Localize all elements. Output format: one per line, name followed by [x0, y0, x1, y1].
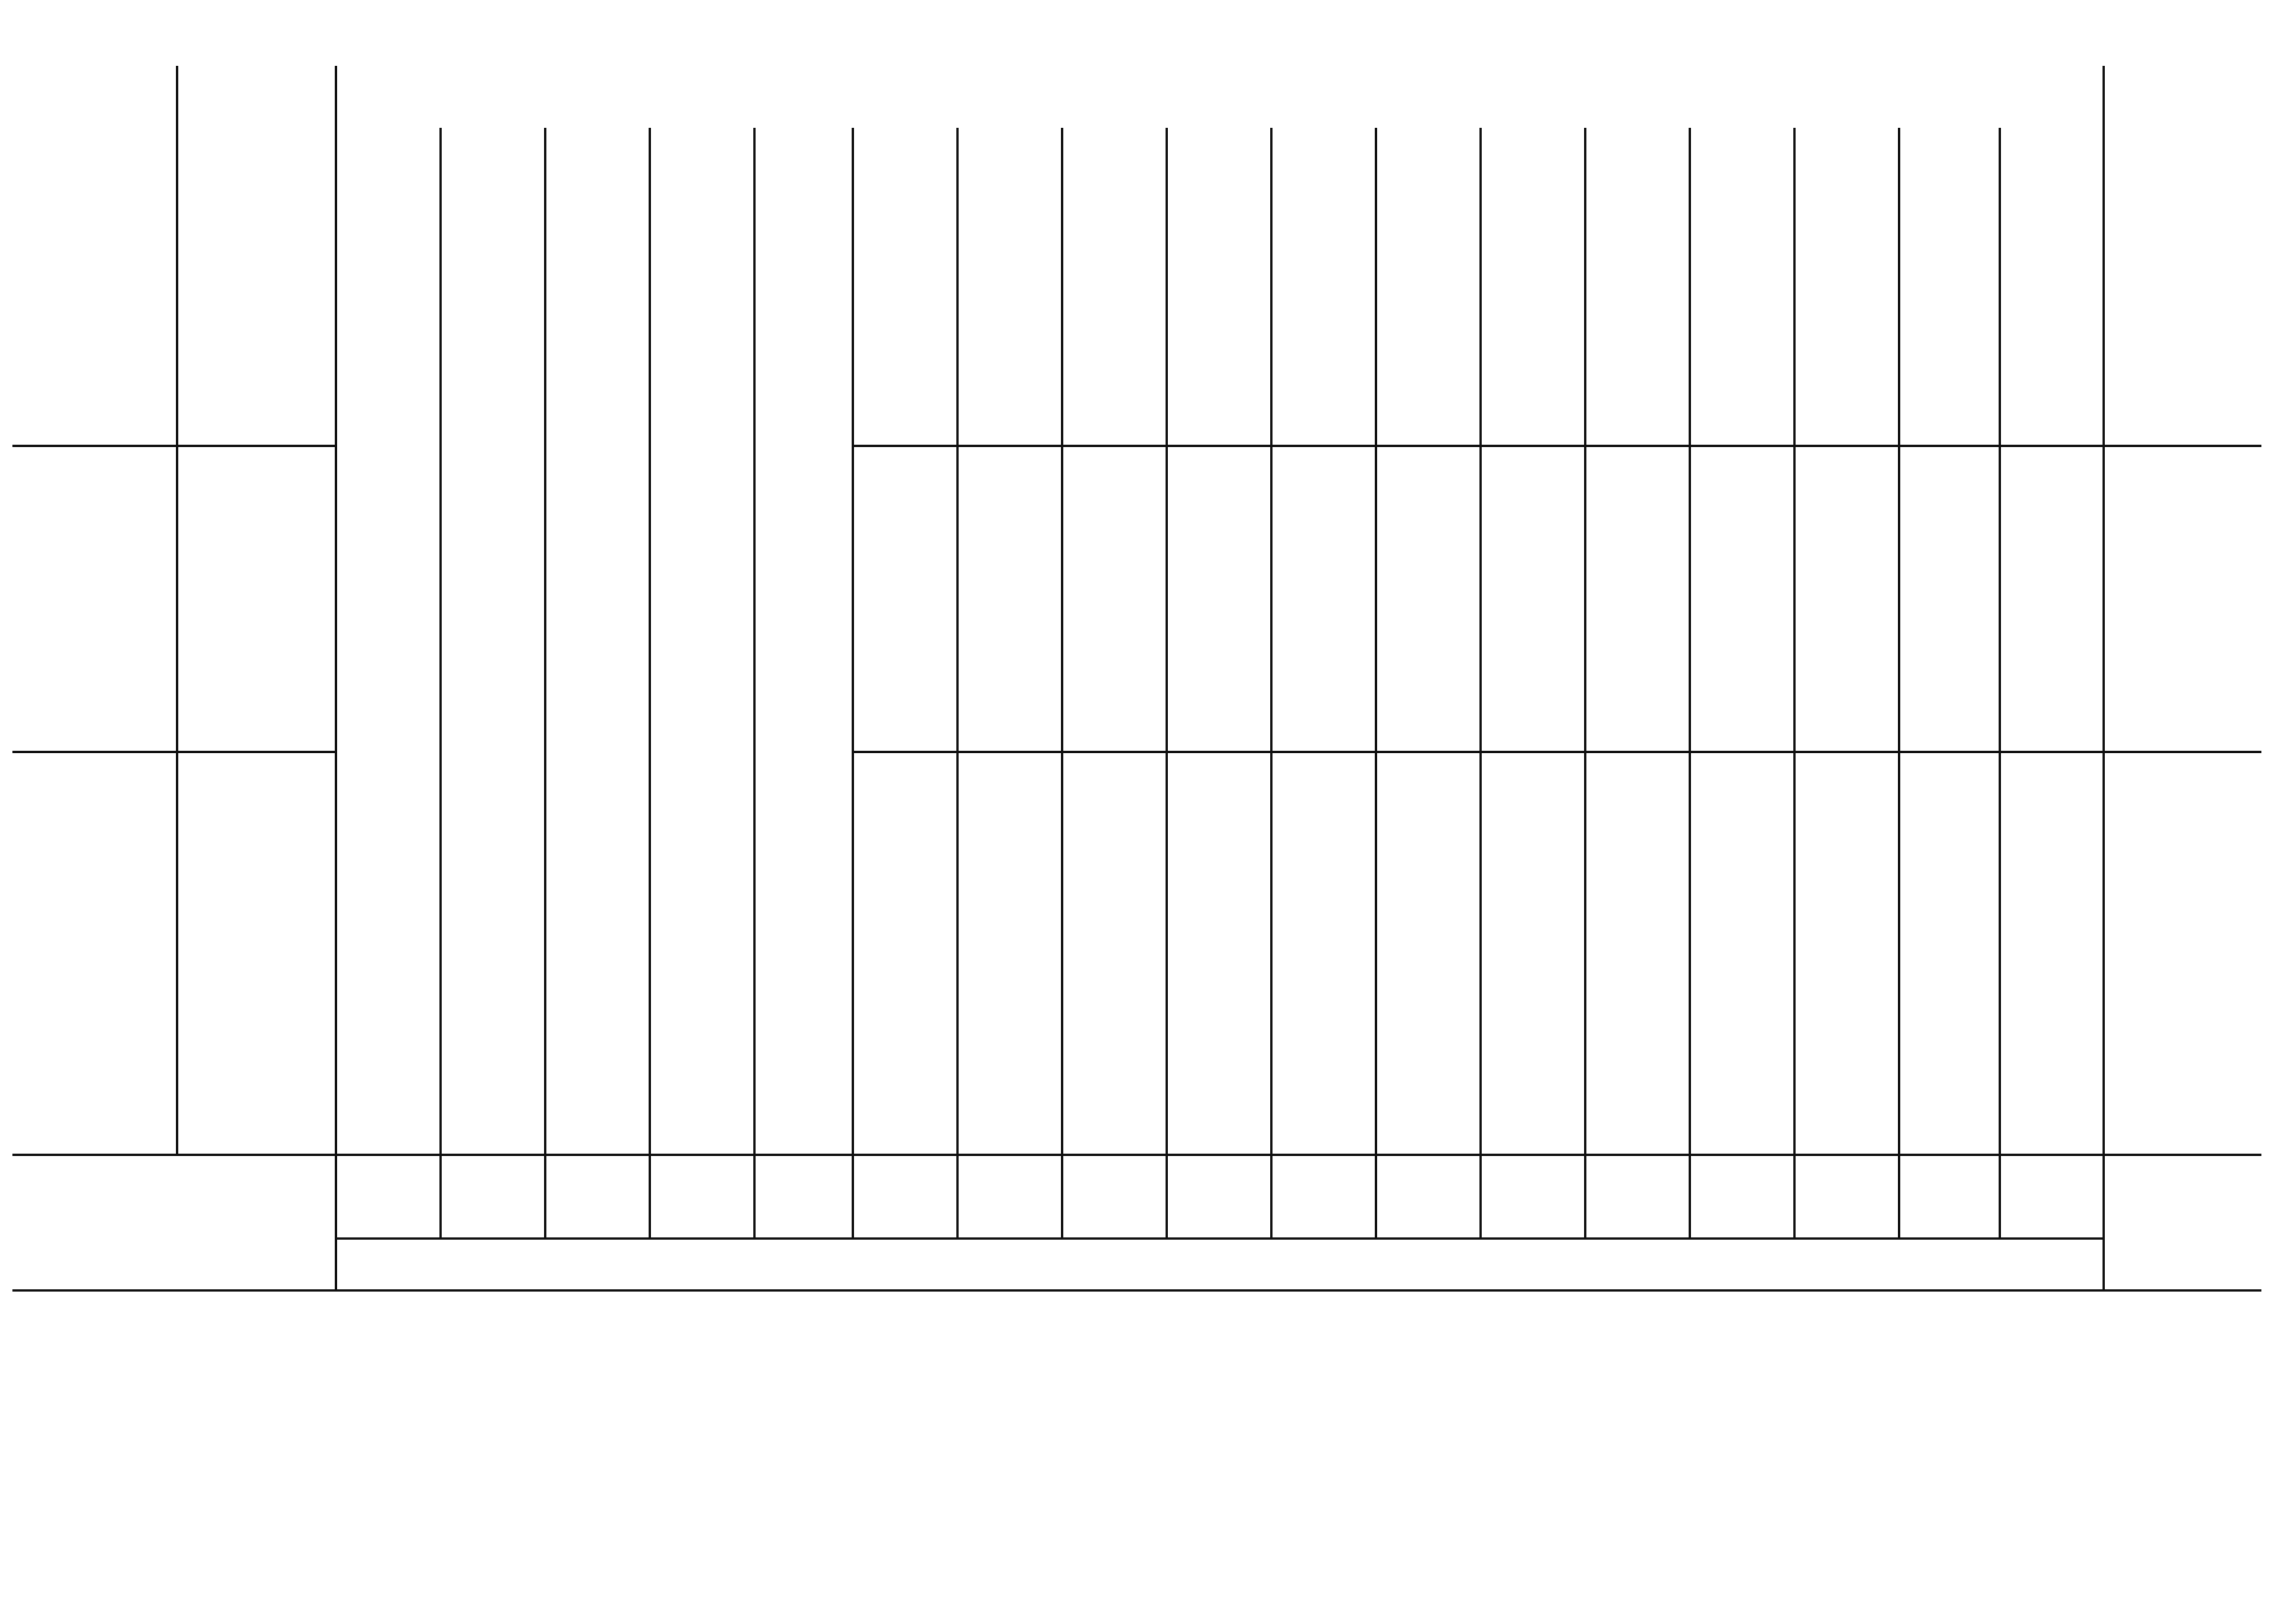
table-rule	[1375, 128, 1377, 1154]
table-rule	[1793, 1154, 1796, 1238]
table-rule	[1479, 128, 1482, 1154]
table-rule	[12, 445, 336, 447]
table-rule	[1898, 128, 1900, 1154]
table-rule	[852, 445, 2261, 447]
table-rule	[852, 751, 2261, 753]
table-rule	[176, 66, 178, 1154]
table-rule	[2103, 66, 2105, 1290]
table-rule	[1270, 1154, 1273, 1238]
table-rule	[1584, 1154, 1586, 1238]
table-rule	[1793, 128, 1796, 1154]
table-rule	[1375, 1154, 1377, 1238]
table-rule	[12, 1289, 2261, 1292]
table-rule	[12, 1154, 2261, 1156]
table-rule	[1898, 1154, 1900, 1238]
table-rule	[544, 1154, 546, 1238]
table-rule	[335, 66, 337, 1290]
table-rule	[1166, 128, 1168, 1154]
table-rule	[12, 751, 336, 753]
table-rule	[336, 1237, 2103, 1240]
table-rule	[1999, 128, 2001, 1154]
table-rule	[544, 128, 546, 1154]
table-rule	[753, 1154, 756, 1238]
table-rule	[439, 1154, 442, 1238]
table-rule	[1270, 128, 1273, 1154]
table-rule	[1689, 1154, 1691, 1238]
table-rule	[649, 1154, 651, 1238]
table-rule	[852, 1154, 854, 1238]
table-rule	[1061, 128, 1063, 1154]
table-rule	[1061, 1154, 1063, 1238]
table-rule	[439, 128, 442, 1154]
table-rule	[1689, 128, 1691, 1154]
table-rule	[649, 128, 651, 1154]
table-rule	[1999, 1154, 2001, 1238]
table-rule	[956, 1154, 959, 1238]
table-rule	[1479, 1154, 1482, 1238]
table-rule	[1166, 1154, 1168, 1238]
table-rule	[956, 128, 959, 1154]
table-rule	[1584, 128, 1586, 1154]
table-rule	[852, 128, 854, 1154]
table-rule	[753, 128, 756, 1154]
